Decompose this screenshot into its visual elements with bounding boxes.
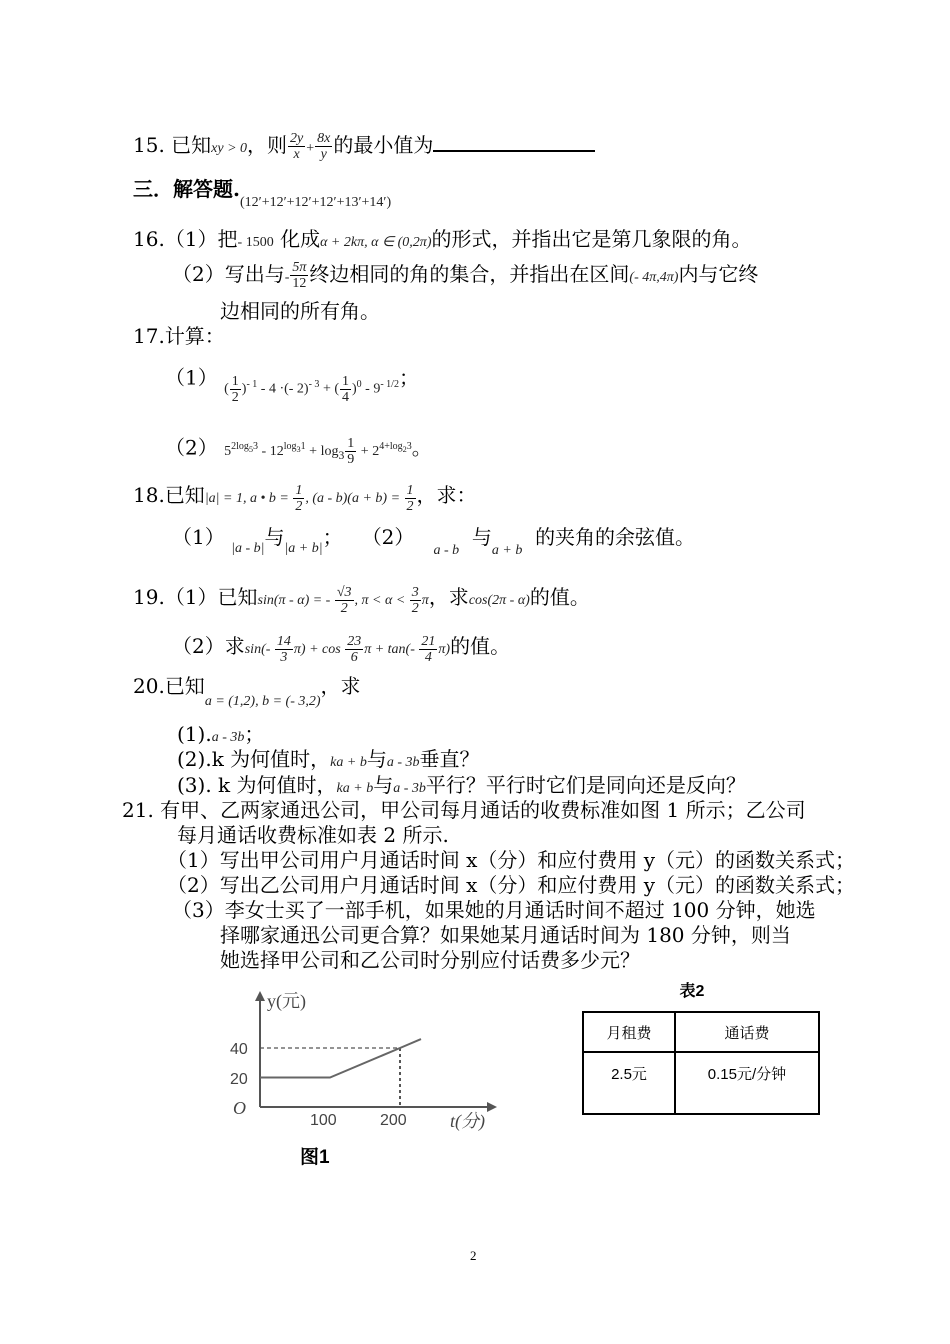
origin-label: O — [233, 1098, 246, 1118]
q17-text: ； — [398, 365, 419, 390]
q21-line7 — [220, 947, 640, 973]
q18-number: 18. — [133, 483, 165, 507]
y-axis-arrow — [255, 991, 265, 1001]
q17-expr1: ( $\frac{1}{2}$ )$^{- 1}$ - 4 ·(- 2)$^{- 3}$ + ( $\frac{1}{4}$ )$^0 - 9^{- 1/2}$ — [224, 373, 399, 405]
q19-text: 的值。 — [450, 634, 511, 658]
q17-part1 — [165, 364, 419, 405]
fee-graph — [205, 985, 515, 1175]
q18-text: 与 — [264, 525, 285, 549]
q21-line6 — [220, 922, 791, 948]
q16-value: - 1500 — [237, 235, 274, 250]
table-caption: 表2 — [679, 983, 705, 1000]
q21-line1 — [122, 797, 806, 823]
q18-expr: a - b — [433, 543, 460, 558]
q20-expr: a - 3b — [386, 755, 420, 770]
x-axis-label: t(分) — [450, 1111, 485, 1131]
q16-part2: （2）写出与- $\frac{5\pi}{12}$ 终边相同的角的集合，并指出在区间(- 4π,4π)内与它终 — [172, 260, 759, 291]
q19-text: 的值。 — [529, 585, 590, 609]
q16-part2-cont — [220, 298, 380, 324]
q17-number: 17. — [133, 324, 165, 348]
q16-text: （1）把 — [164, 227, 238, 251]
q17-expr2: $5^{2log_53} - 12^{log_31} + \log_3$ $\frac{1}{9}$ + $2^{4+log_23}$ — [224, 435, 412, 467]
q20-text: 垂直？ — [419, 747, 480, 771]
q20-number: 20. — [133, 674, 165, 698]
q21-line3 — [167, 847, 855, 873]
y-tick-40: 40 — [230, 1041, 248, 1058]
section-points: (12′+12′+12′+12′+13′+14′) — [239, 195, 392, 210]
q21-line5 — [172, 897, 816, 923]
table-header-rent: 月租费 — [583, 1012, 675, 1052]
q17-label: （1） — [165, 365, 218, 390]
q15-fraction-2: $\frac{8x}{y}$ — [317, 131, 331, 162]
q16-number: 16. — [133, 227, 165, 251]
q18-text: 与 — [471, 525, 492, 549]
q18-text: 的夹角的余弦值。 — [535, 525, 696, 549]
q20-text: 与 — [366, 747, 387, 771]
figure-caption: 图1 — [300, 1147, 330, 1168]
q20-text: 平行？平行时它们是同向还是反向？ — [425, 773, 746, 797]
q15-text: 的最小值为 — [333, 133, 434, 157]
table-cell-rent: 2.5元 — [583, 1052, 675, 1114]
q18-parts — [172, 524, 696, 558]
q19-number: 19. — [133, 585, 165, 609]
q16-fraction: $\frac{5\pi}{12}$ — [292, 260, 307, 291]
q19-text: （2）求 — [172, 634, 245, 658]
q19-expr2: sin(- $\frac{14}{3}$ π) + cos $\frac{23}{6}$ π + tan(- $\frac{21}{4}$ π) — [244, 634, 451, 666]
q20-text: ，求 — [320, 674, 361, 698]
table-2 — [582, 978, 822, 1115]
q15-fraction-1: $\frac{2y}{x}$ — [290, 131, 304, 162]
section-title: 三．解答题. — [133, 177, 240, 201]
q17-text: 计算： — [164, 324, 225, 348]
q16-text: 内与它终 — [678, 262, 759, 286]
q20-line — [133, 673, 361, 709]
x-tick-100: 100 — [310, 1112, 337, 1129]
q17-label: （2） — [165, 435, 218, 460]
fee-line — [260, 1039, 421, 1077]
q20-text: 与 — [373, 773, 394, 797]
q16-text: 终边相同的角的集合，并指出在区间 — [309, 262, 630, 286]
q15-condition: xy > 0 — [211, 141, 248, 156]
q18-label: （2） — [361, 525, 415, 549]
q19-expr: cos(2π - α) — [468, 593, 530, 608]
q18-condition: |a| = 1, a • b = $\frac{1}{2}$ , (a - b)(a + b) = $\frac{1}{2}$ — [204, 483, 414, 515]
q21-text: （1）写出甲公司用户月通话时间 x（分）和应付费用 y（元）的函数关系式； — [167, 848, 856, 872]
q15-text: ，则 — [247, 133, 288, 157]
q21-text: （3）李女士买了一部手机，如果她的月通话时间不超过 100 分钟，她选 — [172, 898, 816, 922]
q21-text: 每月通话收费标准如表 2 所示. — [177, 823, 449, 847]
q15-line: 15. 已知xy > 0，则 $\frac{2y}{x}$ + $\frac{8x}{y}$ 的最小值为 — [133, 131, 595, 162]
q18-text: 已知 — [164, 483, 205, 507]
q16-form: α + 2kπ, α ∈ (0,2π) — [320, 235, 432, 250]
y-axis-label: y(元) — [267, 991, 306, 1011]
q20-label: (3). k 为何值时， — [177, 773, 337, 797]
x-axis-arrow — [487, 1102, 497, 1112]
x-tick-200: 200 — [380, 1112, 407, 1129]
page-number: 2 — [470, 1248, 477, 1263]
q21-text: 她选择甲公司和乙公司时分别应付话费多少元？ — [220, 948, 640, 972]
q20-condition: a = (1,2), b = (- 3,2) — [204, 694, 321, 709]
q16-text: （2）写出与 — [172, 262, 285, 286]
q20-label: (2).k 为何值时， — [177, 747, 331, 771]
q21-text: 有甲、乙两家通迅公司，甲公司每月通话的收费标准如图 1 所示；乙公司 — [160, 798, 806, 822]
q20-expr: ka + b — [330, 755, 367, 770]
q20-expr: a - 3b — [211, 730, 245, 745]
q21-text: 择哪家通迅公司更合算？如果她某月通话时间为 180 分钟，则当 — [220, 923, 791, 947]
q17-part2 — [165, 434, 432, 468]
table-cell-call-fee: 0.15元/分钟 — [675, 1052, 819, 1114]
q20-expr: a - 3b — [393, 781, 426, 796]
q20-text: ； — [244, 722, 265, 746]
y-tick-20: 20 — [230, 1071, 248, 1088]
q18-expr: |a - b| — [231, 541, 265, 556]
q17-title — [133, 323, 225, 349]
q19-text: ，求 — [428, 585, 469, 609]
q21-text: （2）写出乙公司用户月通话时间 x（分）和应付费用 y（元）的函数关系式； — [167, 873, 856, 897]
q16-interval: (- 4π,4π) — [629, 270, 679, 285]
fee-table — [582, 1011, 820, 1115]
q18-expr: |a + b| — [284, 541, 323, 556]
q16-text: 边相同的所有角。 — [220, 299, 380, 323]
q19-part2 — [172, 633, 510, 665]
q16-text: 化成 — [280, 227, 321, 251]
q18-text: ，求： — [416, 483, 477, 507]
answer-blank — [433, 132, 595, 152]
q15-text: 已知 — [171, 133, 212, 157]
q21-number: 21. — [122, 798, 154, 822]
section-heading — [133, 176, 392, 210]
q18-expr: a + b — [491, 543, 523, 558]
q19-part1 — [133, 584, 590, 616]
q16-part1 — [133, 226, 751, 256]
q16-text: 的形式，并指出它是第几象限的角。 — [431, 227, 752, 251]
q18-label: （1） — [172, 525, 225, 549]
figure-1 — [205, 985, 515, 1175]
q18-text: ； — [322, 525, 343, 549]
q18-line — [133, 482, 477, 514]
q20-text: 已知 — [164, 674, 205, 698]
q17-text: 。 — [411, 435, 432, 460]
q20-expr: ka + b — [336, 781, 374, 796]
table-header-call-fee: 通话费 — [675, 1012, 819, 1052]
q19-text: （1）已知 — [164, 585, 258, 609]
q21-line2 — [177, 822, 449, 848]
q15-number: 15. — [133, 133, 165, 157]
q21-line4 — [167, 872, 855, 898]
q20-label: (1). — [177, 722, 212, 746]
q19-condition: sin(π - α) = - $\frac{√3}{2}$ , π < α < $\frac{3}{2}$ π — [257, 585, 429, 617]
